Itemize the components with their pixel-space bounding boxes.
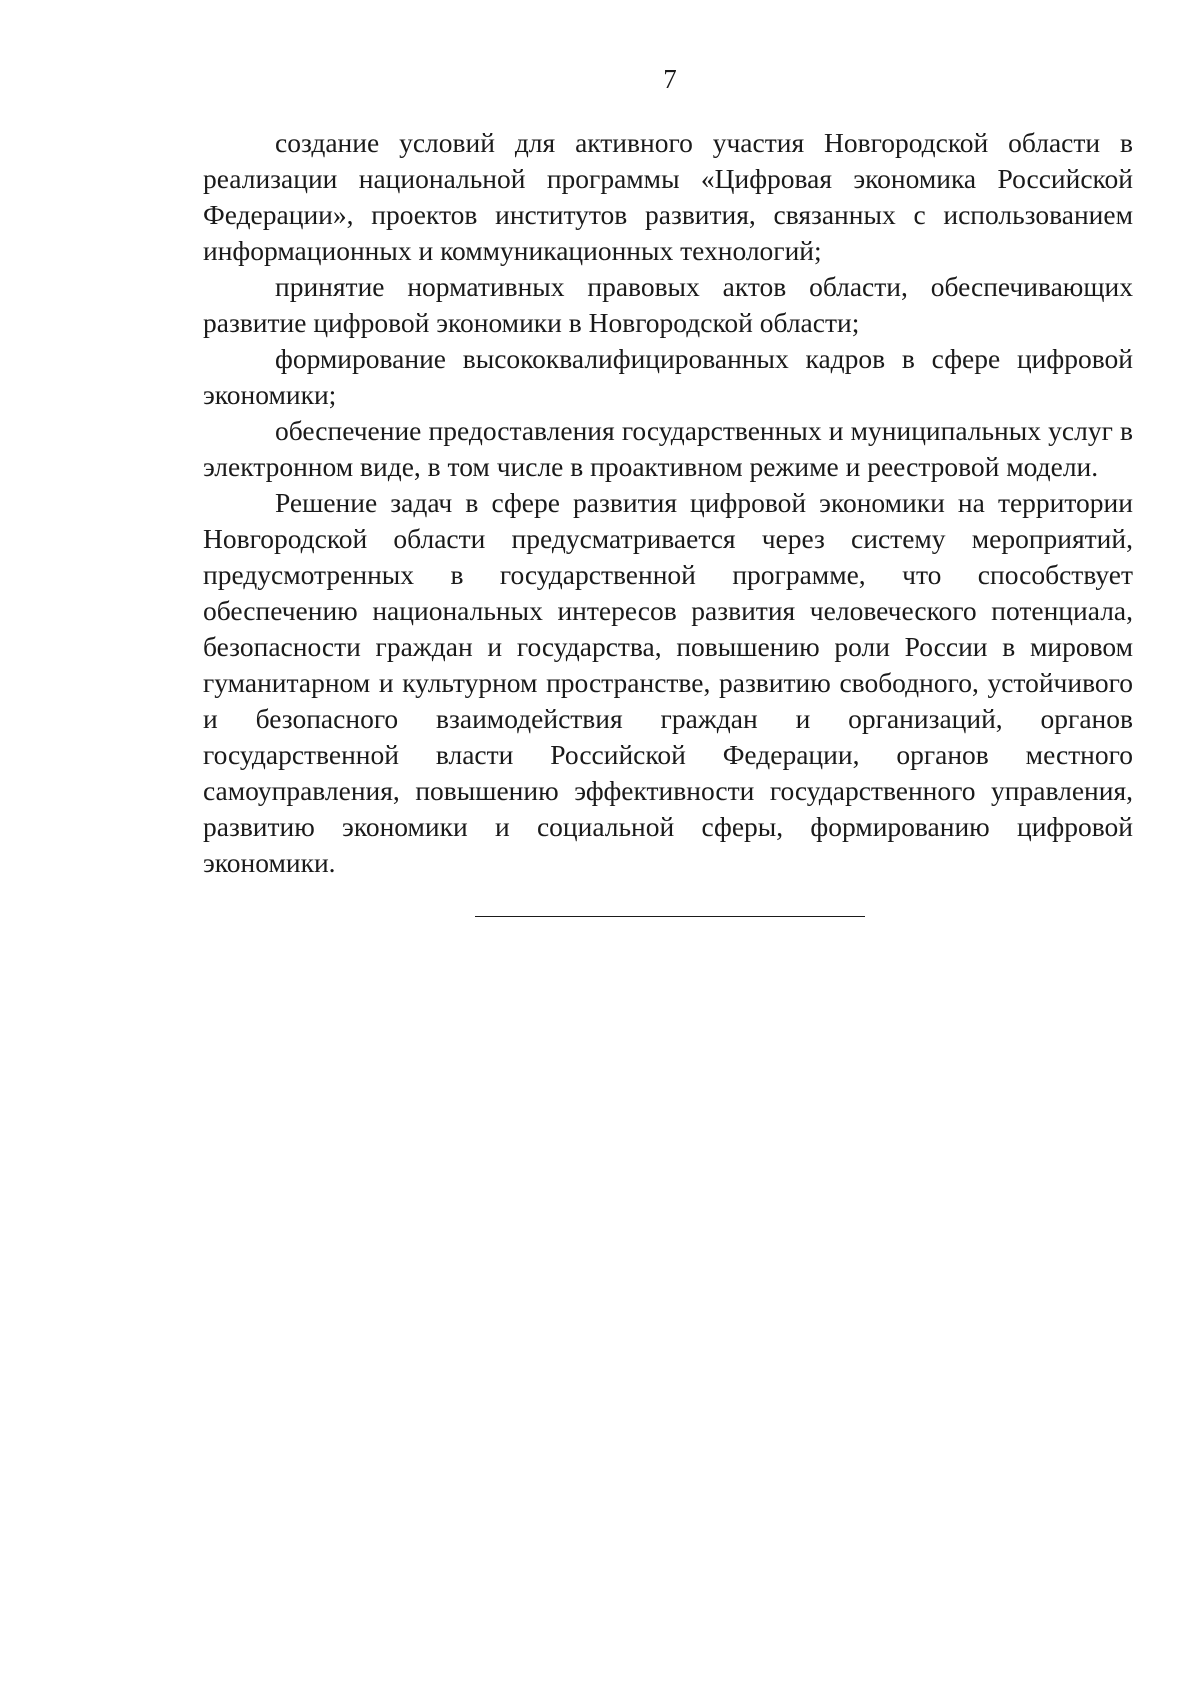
paragraph-services: обеспечение предоставления государственных и муниципальных услуг в электронном виде, в том числе в проактивном режиме и реестровой модели. xyxy=(203,415,1133,482)
body-text xyxy=(203,125,1133,881)
paragraph-personnel: формирование высококвалифицированных кадров в сфере цифровой экономики; xyxy=(203,343,1133,410)
paragraph-conditions: создание условий для активного участия Новгородской области в реализации национальной программы «Цифровая экономика Российской Федерации», проектов институтов развития, связанных с использованием информационных и коммуникационных технологий; xyxy=(203,127,1133,266)
page-number: 7 xyxy=(663,64,677,94)
paragraph-solution: Решение задач в сфере развития цифровой экономики на территории Новгородской области предусматривается через систему мероприятий, предусмотренных в государственной программе, что способствует обеспечению национальных интересов развития человеческого потенциала, безопасности граждан и государства, повышению роли России в мировом гуманитарном и культурном пространстве, развитию свободного, устойчивого и безопасного взаимодействия граждан и организаций, органов государственной власти Российской Федерации, органов местного самоуправления, повышению эффективности государственного управления, развитию экономики и социальной сферы, формированию цифровой экономики. xyxy=(203,487,1133,878)
paragraph-normative-acts: принятие нормативных правовых актов области, обеспечивающих развитие цифровой экономики в Новгородской области; xyxy=(203,271,1133,338)
end-divider-line xyxy=(475,916,865,917)
